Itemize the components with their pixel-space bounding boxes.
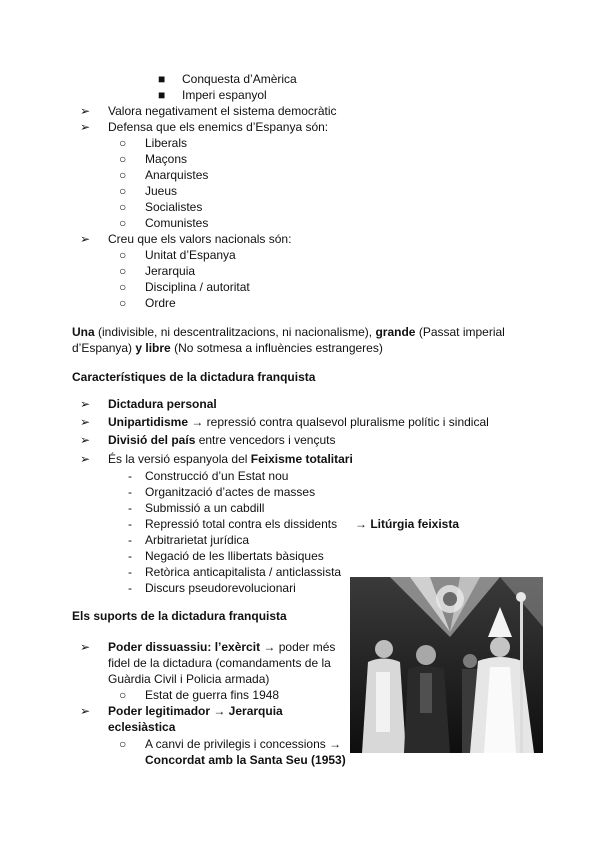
circle-bullet-icon: ○ bbox=[119, 152, 127, 166]
list-item-cont: Guàrdia Civil i Policia armada) bbox=[108, 672, 270, 686]
circle-bullet-icon: ○ bbox=[119, 737, 127, 751]
circle-bullet-icon: ○ bbox=[119, 264, 127, 278]
circle-bullet-icon: ○ bbox=[119, 136, 127, 150]
item-text: → poder més bbox=[260, 640, 336, 654]
item-text: entre vencedors i vençuts bbox=[195, 433, 336, 447]
item-text: → repressió contra qualsevol pluralisme polític i sindical bbox=[188, 415, 489, 429]
list-item: Liberals bbox=[145, 136, 188, 150]
dash-bullet-icon: - bbox=[128, 469, 132, 483]
dash-bullet-icon: - bbox=[128, 517, 132, 531]
arrow-bullet-icon: ➢ bbox=[80, 232, 91, 246]
list-item: Imperi espanyol bbox=[182, 88, 267, 102]
grande-text: (Passat imperial bbox=[415, 325, 505, 339]
section-heading: Els suports de la dictadura franquista bbox=[72, 609, 287, 623]
photo-illustration bbox=[350, 577, 543, 753]
circle-bullet-icon: ○ bbox=[119, 200, 127, 214]
list-item: Submissió a un cabdill bbox=[145, 501, 265, 515]
grande-bold: grande bbox=[375, 325, 416, 339]
list-item: Estat de guerra fins 1948 bbox=[145, 688, 280, 702]
list-item-cont: eclesiàstica bbox=[108, 720, 176, 734]
circle-bullet-icon: ○ bbox=[119, 688, 127, 702]
arrow-bullet-icon: ➢ bbox=[80, 433, 91, 447]
item-bold: Divisió del país bbox=[108, 433, 196, 447]
list-item: Arbitrarietat jurídica bbox=[145, 533, 250, 547]
dash-bullet-icon: - bbox=[128, 501, 132, 515]
square-bullet-icon: ■ bbox=[158, 72, 166, 86]
list-item: Organització d’actes de masses bbox=[145, 485, 316, 499]
liturgia-note: → Litúrgia feixista bbox=[355, 517, 460, 531]
list-item: Maçons bbox=[145, 152, 188, 166]
una-text: (indivisible, ni descentralitzacions, ni nacionalisme), bbox=[94, 325, 376, 339]
list-item: Conquesta d’Amèrica bbox=[182, 72, 297, 86]
paragraph-line-1 bbox=[72, 325, 505, 340]
list-item: Construcció d’un Estat nou bbox=[145, 469, 289, 483]
item-text: És la versió espanyola del bbox=[108, 452, 251, 466]
circle-bullet-icon: ○ bbox=[119, 184, 127, 198]
espanya-text: d’Espanya) bbox=[72, 341, 136, 355]
list-item: A canvi de privilegis i concessions → bbox=[145, 737, 342, 751]
circle-bullet-icon: ○ bbox=[119, 296, 127, 310]
section-heading: Característiques de la dictadura franquista bbox=[72, 370, 316, 384]
circle-bullet-icon: ○ bbox=[119, 248, 127, 262]
dash-bullet-icon: - bbox=[128, 581, 132, 595]
circle-bullet-icon: ○ bbox=[119, 216, 127, 230]
arrow-bullet-icon: ➢ bbox=[80, 640, 91, 654]
arrow-bullet-icon: ➢ bbox=[80, 415, 91, 429]
list-item bbox=[108, 397, 217, 412]
list-item: Anarquistes bbox=[145, 168, 209, 182]
item-bold: Dictadura personal bbox=[108, 397, 217, 411]
list-item-cont: fidel de la dictadura (comandaments de la bbox=[108, 656, 331, 670]
list-item: Jueus bbox=[145, 184, 178, 198]
dash-bullet-icon: - bbox=[128, 533, 132, 547]
list-item: Valora negativament el sistema democràtic bbox=[108, 104, 337, 118]
list-item: Poder legitimador → Jerarquia bbox=[108, 704, 283, 718]
list-item bbox=[108, 640, 335, 655]
square-bullet-icon: ■ bbox=[158, 88, 166, 102]
dash-bullet-icon: - bbox=[128, 565, 132, 579]
list-item: Discurs pseudorevolucionari bbox=[145, 581, 296, 595]
list-item: Jerarquia bbox=[145, 264, 196, 278]
arrow-bullet-icon: ➢ bbox=[80, 452, 91, 466]
list-item: Negació de les llibertats bàsiques bbox=[145, 549, 324, 563]
list-item: Retòrica anticapitalista / anticlassista bbox=[145, 565, 342, 579]
list-item: Repressió total contra els dissidents bbox=[145, 517, 338, 531]
list-item bbox=[108, 415, 489, 430]
list-item: Unitat d’Espanya bbox=[145, 248, 236, 262]
list-item: Creu que els valors nacionals són: bbox=[108, 232, 292, 246]
libre-bold: y libre bbox=[135, 341, 171, 355]
item-bold: Feixisme totalitari bbox=[250, 452, 353, 466]
dash-bullet-icon: - bbox=[128, 485, 132, 499]
circle-bullet-icon: ○ bbox=[119, 280, 127, 294]
list-item-cont: Concordat amb la Santa Seu (1953) bbox=[145, 753, 346, 767]
list-item: Socialistes bbox=[145, 200, 203, 214]
paragraph-line-2 bbox=[72, 341, 383, 356]
list-item bbox=[108, 452, 353, 467]
list-item: Disciplina / autoritat bbox=[145, 280, 250, 294]
dash-bullet-icon: - bbox=[128, 549, 132, 563]
list-item: Defensa que els enemics d’Espanya són: bbox=[108, 120, 329, 134]
historical-photo bbox=[350, 577, 543, 753]
libre-text: (No sotmesa a influències estrangeres) bbox=[170, 341, 383, 355]
arrow-bullet-icon: ➢ bbox=[80, 120, 91, 134]
list-item bbox=[108, 433, 335, 448]
arrow-bullet-icon: ➢ bbox=[80, 397, 91, 411]
circle-bullet-icon: ○ bbox=[119, 168, 127, 182]
arrow-bullet-icon: ➢ bbox=[80, 104, 91, 118]
item-bold: Poder dissuassiu: l’exèrcit bbox=[108, 640, 261, 654]
list-item: Ordre bbox=[145, 296, 176, 310]
arrow-bullet-icon: ➢ bbox=[80, 704, 91, 718]
una-bold: Una bbox=[72, 325, 95, 339]
item-bold: Unipartidisme bbox=[108, 415, 189, 429]
list-item: Comunistes bbox=[145, 216, 209, 230]
